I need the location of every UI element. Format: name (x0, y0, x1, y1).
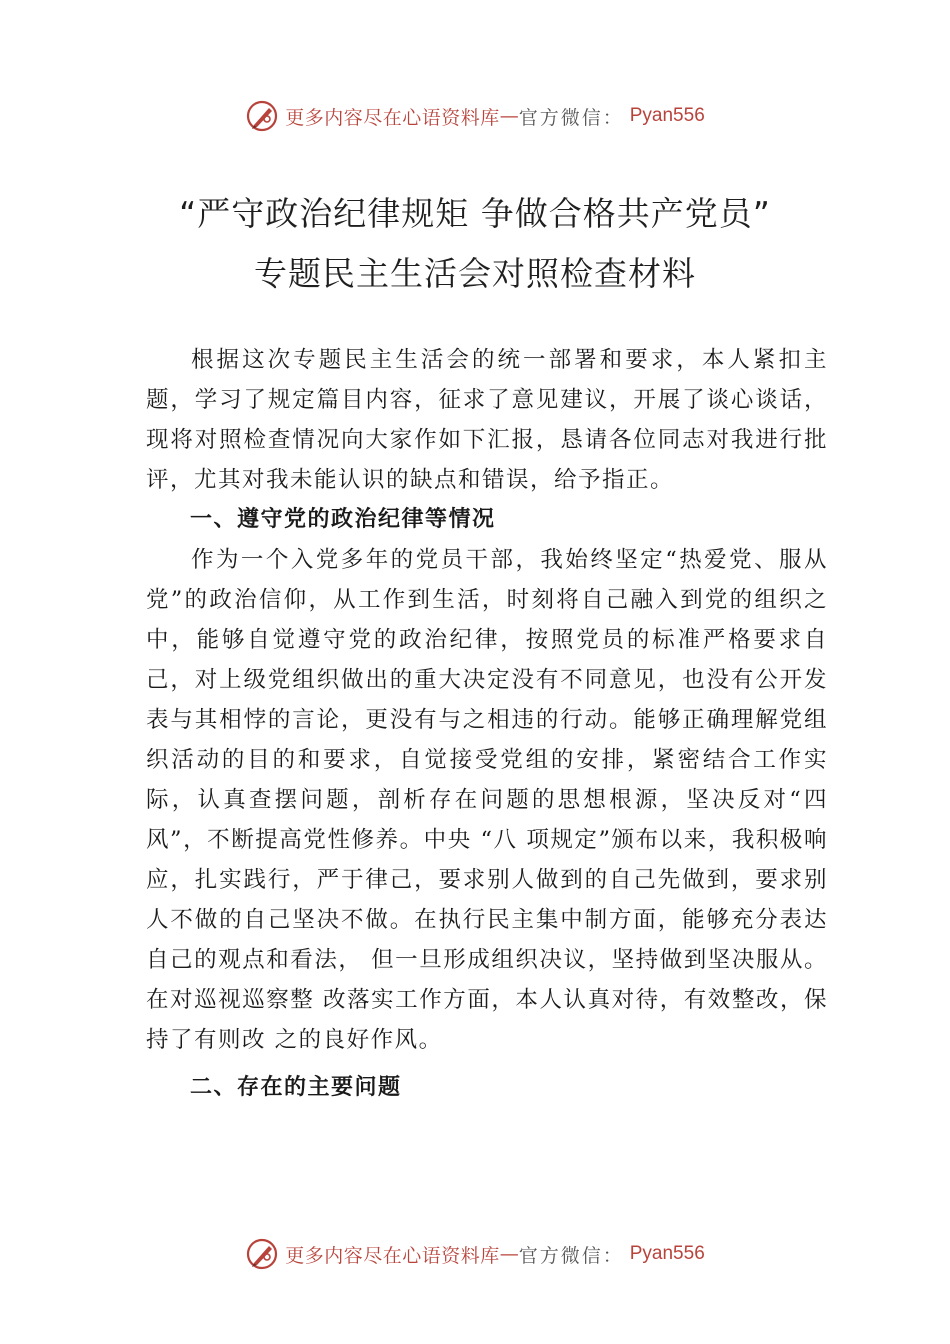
banner-separator: — (499, 105, 519, 127)
banner-wechat-id: Pyan556 (629, 1243, 705, 1264)
banner-main-text: 更多内容尽在心语资料库 (285, 1244, 500, 1267)
banner-wechat-id: Pyan556 (629, 105, 705, 126)
banner-separator: — (499, 1243, 519, 1265)
section-1-paragraph: 作为一个入党多年的党员干部，我始终坚定“热爱党、服从党”的政治信仰，从工作到生活，时刻将自己融入到党的组织之中，能够自觉遵守党的政治纪律，按照党员的标准严格要求自己，对上级党组织做出的重大决定没有不同意见，也没有公开发表与其相悖的言论，更没有与之相违的行动。能够正确理解党组织活动的目的和要求，自觉接受党组的安排，紧密结合工作实际，认真查摆问题，剖析存在问题的思想根源，坚决反对“四风”，不断提高党性修养。中央 “八 项规定”颁布以来，我积极响应，扎实践行，严于律己，要求别人做到的自己先做到，要求别人不做的自己坚决不做。在执行民主集中制方面，能够充分表达自己的观点和看法， 但一旦形成组织决议，坚持做到坚决服从。在对巡视巡察整 改落实工作方面，本人认真对待，有效整改，保持了有则改 之的良好作风。 (146, 547, 828, 1053)
document-title-line1: “严守政治纪律规矩 争做合格共产党员” (179, 194, 771, 233)
footer-banner (0, 1234, 950, 1274)
document-title-line2: 专题民主生活会对照检查材料 (254, 254, 696, 293)
banner-wechat-label: 官方微信： (518, 1244, 624, 1267)
header-banner (0, 96, 950, 136)
banner-wechat-label: 官方微信： (518, 106, 624, 129)
section-heading-2: 二、存在的主要问题 (190, 1075, 402, 1100)
pen-logo-icon (245, 99, 279, 133)
document-body (146, 340, 828, 1108)
intro-paragraph: 根据这次专题民主生活会的统一部署和要求，本人紧扣主题，学习了规定篇目内容，征求了意见建议，开展了谈心谈话，现将对照检查情况向大家作如下汇报，恳请各位同志对我进行批评，尤其对我未能认识的缺点和错误，给予指正。 (146, 347, 828, 493)
banner-main-text: 更多内容尽在心语资料库 (285, 106, 500, 129)
pen-logo-icon (245, 1237, 279, 1271)
section-heading-1: 一、遵守党的政治纪律等情况 (190, 507, 496, 532)
